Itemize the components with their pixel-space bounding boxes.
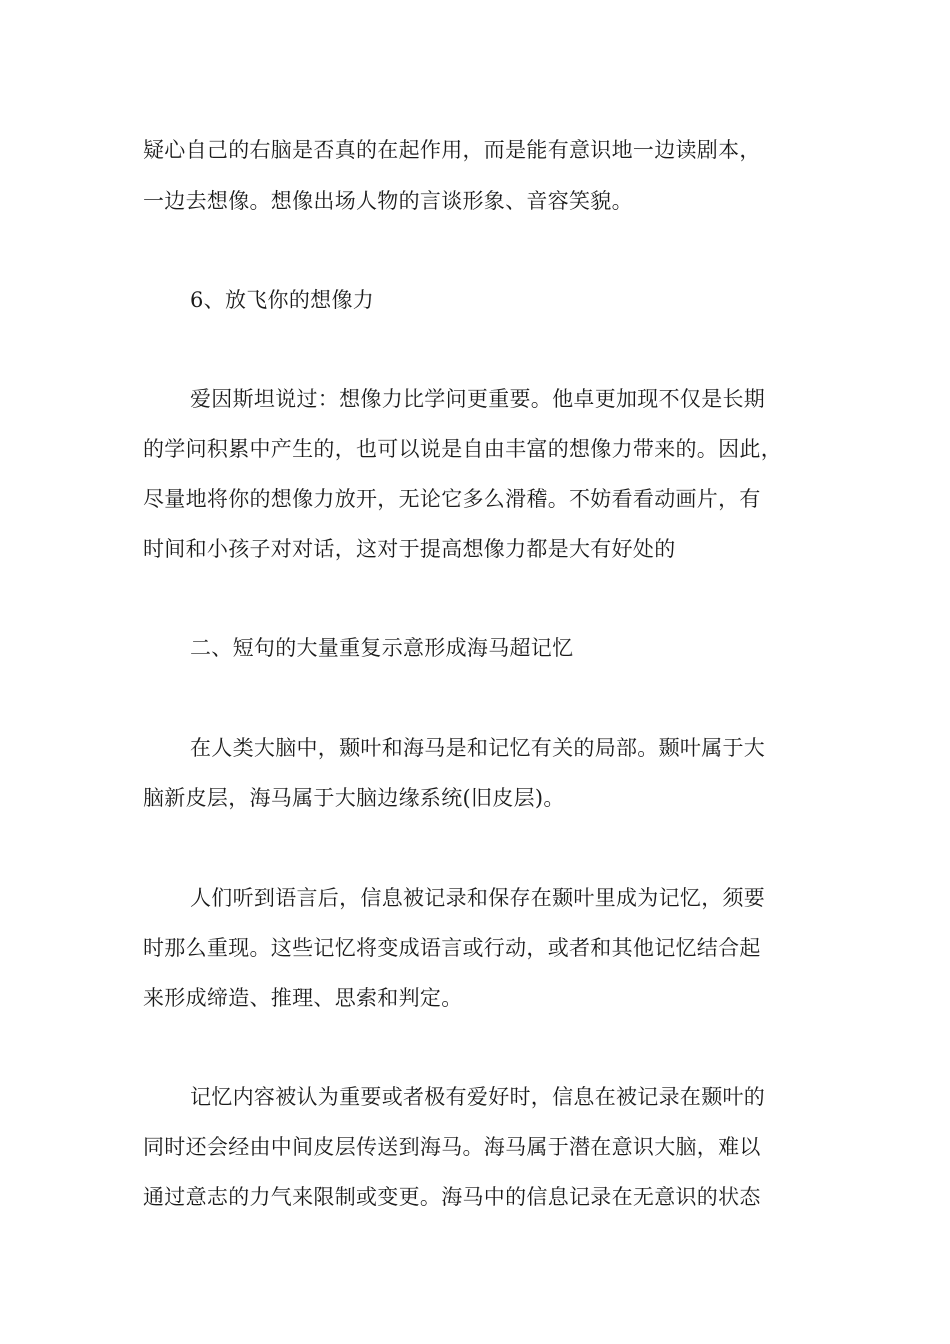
paragraph-1-line-1: 疑心自己的右脑是否真的在起作用，而是能有意识地一边读剧本， xyxy=(143,138,761,162)
paragraph-3-line-3: 尽量地将你的想像力放开，无论它多么滑稽。不妨看看动画片，有 xyxy=(143,487,761,511)
section-heading-6: 6、放飞你的想像力 xyxy=(190,288,375,312)
paragraph-3-line-1: 爱因斯坦说过：想像力比学问更重要。他卓更加现不仅是长期 xyxy=(190,387,766,411)
paragraph-3-line-2: 的学问积累中产生的，也可以说是自由丰富的想像力带来的。因此， xyxy=(143,437,782,461)
paragraph-6-line-2: 时那么重现。这些记忆将变成语言或行动，或者和其他记忆结合起 xyxy=(143,936,761,960)
paragraph-7-line-1: 记忆内容被认为重要或者极有爱好时，信息在被记录在颞叶的 xyxy=(190,1085,766,1109)
paragraph-6-line-3: 来形成缔造、推理、思索和判定。 xyxy=(143,986,463,1010)
paragraph-7-line-2: 同时还会经由中间皮层传送到海马。海马属于潜在意识大脑，难以 xyxy=(143,1135,761,1159)
section-heading-2: 二、短句的大量重复示意形成海马超记忆 xyxy=(190,636,574,660)
paragraph-7-line-3: 通过意志的力气来限制或变更。海马中的信息记录在无意识的状态 xyxy=(143,1185,761,1209)
paragraph-1-line-2: 一边去想像。想像出场人物的言谈形象、音容笑貌。 xyxy=(143,189,633,213)
paragraph-5-line-2: 脑新皮层，海马属于大脑边缘系统(旧皮层)。 xyxy=(143,786,565,810)
paragraph-6-line-1: 人们听到语言后，信息被记录和保存在颞叶里成为记忆，须要 xyxy=(190,886,766,910)
paragraph-5-line-1: 在人类大脑中，颞叶和海马是和记忆有关的局部。颞叶属于大 xyxy=(190,736,766,760)
paragraph-3-line-4: 时间和小孩子对对话，这对于提高想像力都是大有好处的 xyxy=(143,537,676,561)
